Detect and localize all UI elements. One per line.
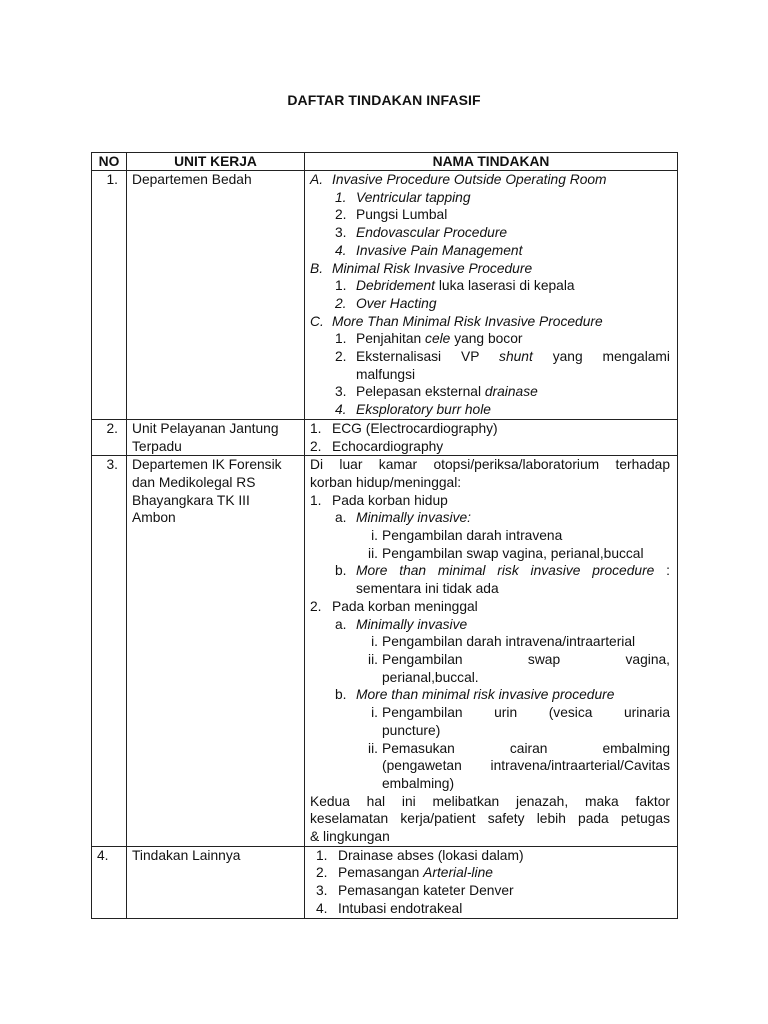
row-number: 2. xyxy=(92,419,127,455)
row-number: 1. xyxy=(92,171,127,420)
list-item: i. Pengambilan darah intravena/intraarterial xyxy=(371,634,636,650)
header-no: NO xyxy=(92,153,127,171)
list-item: 1. Drainase abses (lokasi dalam) xyxy=(316,847,524,863)
unit-name: Unit Pelayanan Jantung Terpadu xyxy=(127,419,305,455)
table-row xyxy=(92,419,678,455)
closing-text: keselamatan kerja/patient safety lebih pada petugas xyxy=(310,811,670,827)
list-item: 4. Intubasi endotrakeal xyxy=(316,900,463,916)
list-item: i. Pengambilan darah intravena xyxy=(371,528,563,544)
sub-heading: b. More than minimal risk invasive procedure xyxy=(335,687,615,703)
group-heading: 1. Pada korban hidup xyxy=(310,492,448,508)
section-heading: A. Invasive Procedure Outside Operating Room xyxy=(310,172,607,187)
list-item: 2. Echocardiography xyxy=(310,438,444,454)
unit-name: Tindakan Lainnya xyxy=(127,846,305,918)
section-heading: C. More Than Minimal Risk Invasive Procedure xyxy=(310,313,603,329)
list-item: 3. Endovascular Procedure xyxy=(335,225,508,241)
table-row xyxy=(92,846,678,918)
list-item: 1. Penjahitan cele yang bocor xyxy=(335,331,523,347)
document-title: DAFTAR TINDAKAN INFASIF xyxy=(287,92,481,108)
list-item: 1. Ventricular tapping xyxy=(335,189,471,205)
intro-text: korban hidup/meninggal: xyxy=(310,474,462,490)
closing-text: Kedua hal ini melibatkan jenazah, maka faktor xyxy=(310,793,670,809)
table-row xyxy=(92,456,678,846)
group-heading: 2. Pada korban meninggal xyxy=(310,598,478,614)
sub-heading: b. More than minimal risk invasive procedure : sementara ini tidak ada xyxy=(335,563,670,597)
header-action: NAMA TINDAKAN xyxy=(305,153,678,171)
list-item: 3. Pelepasan eksternal drainase xyxy=(335,384,538,400)
action-cell xyxy=(305,171,678,420)
closing-text: & lingkungan xyxy=(310,829,390,845)
sub-heading: a. Minimally invasive xyxy=(335,616,468,632)
section-heading: B. Minimal Risk Invasive Procedure xyxy=(310,260,533,276)
list-item: ii. Pengambilan swap vagina, perianal,buccal xyxy=(368,545,644,561)
list-item: 4. Eksploratory burr hole xyxy=(335,402,491,418)
list-item: 2. Eksternalisasi VP shunt yang mengalami malfungsi xyxy=(335,349,670,382)
table-row xyxy=(92,171,678,420)
list-item: ii. Pengambilan swap vagina, perianal,buccal. xyxy=(368,651,670,685)
list-item: 3. Pemasangan kateter Denver xyxy=(316,883,514,899)
list-item: i. Pengambilan urin (vesica urinaria puncture) xyxy=(371,705,670,738)
list-item: 2. Pemasangan Arterial-line xyxy=(316,865,493,881)
list-item: 4. Invasive Pain Management xyxy=(335,242,523,258)
action-cell xyxy=(305,846,678,918)
action-cell xyxy=(305,456,678,846)
row-number: 3. xyxy=(92,456,127,846)
list-item: 1. ECG (Electrocardiography) xyxy=(310,420,498,436)
sub-heading: a. Minimally invasive: xyxy=(335,510,472,526)
table-header-row xyxy=(92,153,678,171)
unit-name: Departemen IK Forensik dan Medikolegal RS Bhayangkara TK III Ambon xyxy=(127,456,305,846)
list-item: 2. Over Hacting xyxy=(335,295,437,311)
unit-name: Departemen Bedah xyxy=(127,171,305,420)
header-unit: UNIT KERJA xyxy=(127,153,305,171)
list-item: 1. Debridement luka laserasi di kepala xyxy=(335,278,575,294)
row-number: 4. xyxy=(92,846,127,918)
action-cell xyxy=(305,419,678,455)
list-item: 2. Pungsi Lumbal xyxy=(335,207,448,223)
list-item: ii. Pemasukan cairan embalming (pengawetan intravena/intraarterial/Cavitas embalming) xyxy=(368,740,670,791)
intro-text: Di luar kamar otopsi/periksa/laboratorium terhadap xyxy=(310,457,670,473)
procedure-table xyxy=(91,152,678,919)
